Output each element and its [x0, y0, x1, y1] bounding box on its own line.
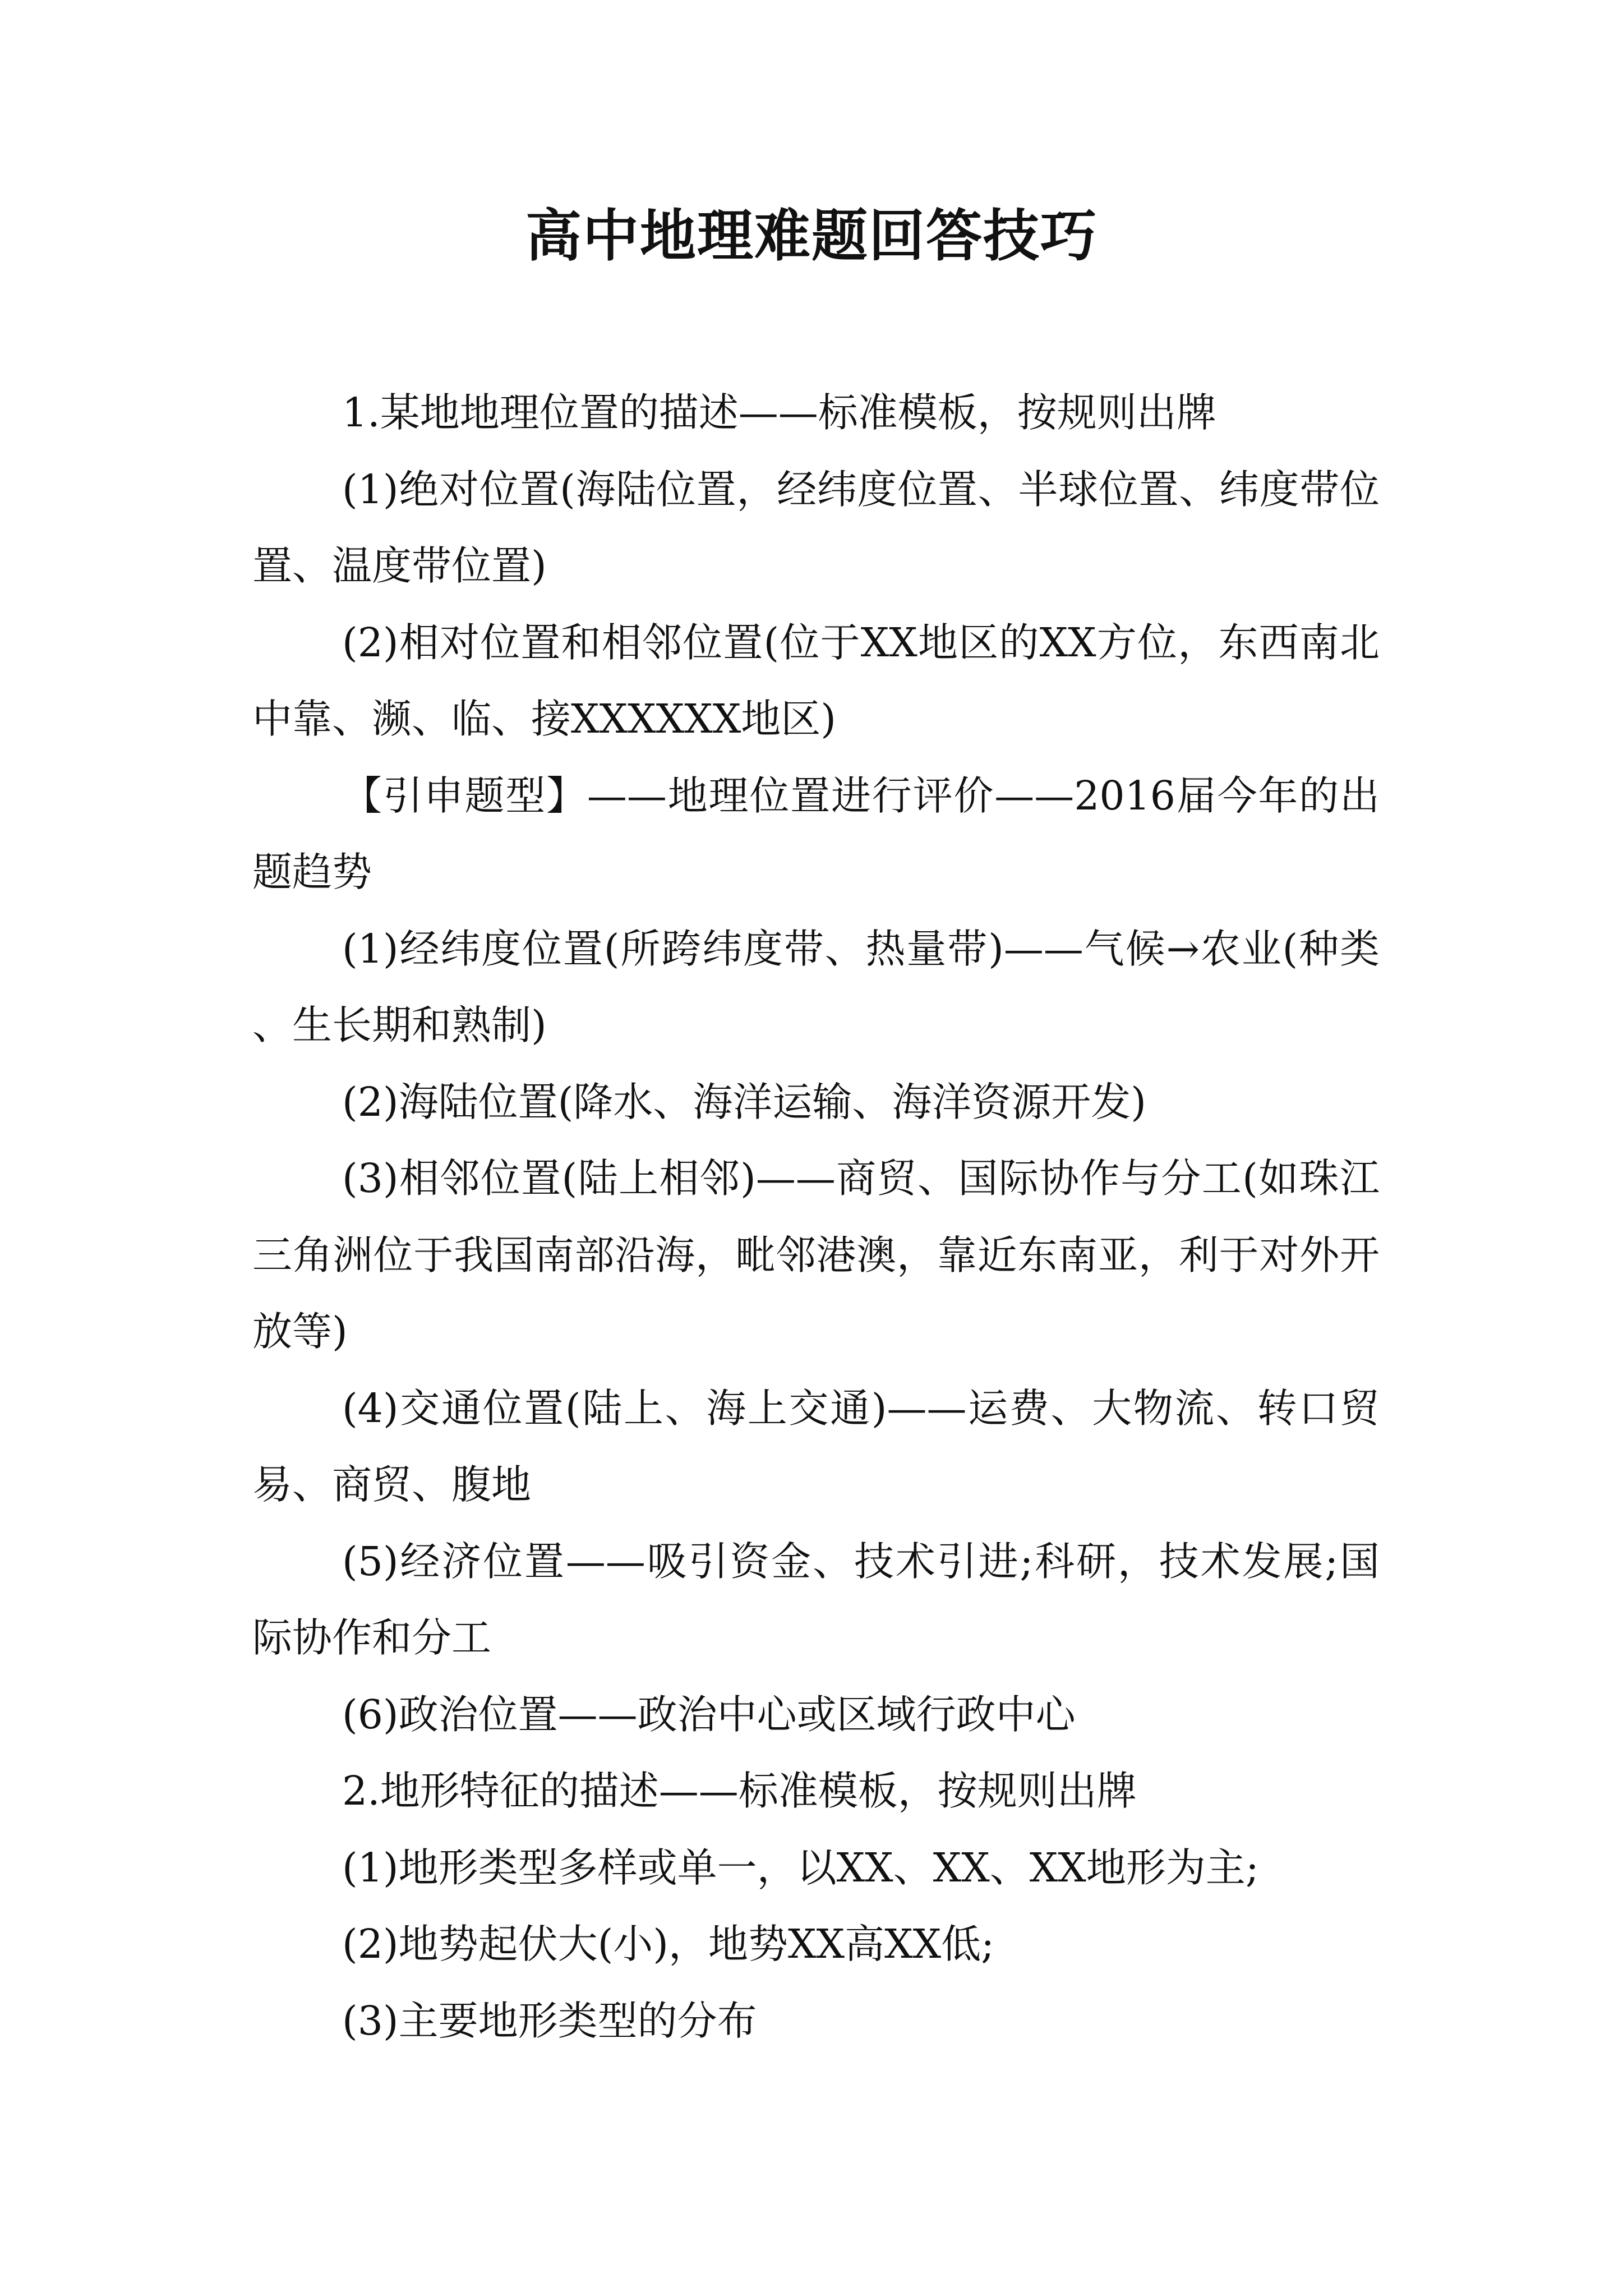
- paragraph: (5)经济位置——吸引资金、技术引进;科研，技术发展;国际协作和分工: [252, 1538, 1380, 1661]
- paragraph: 1.某地地理位置的描述——标准模板，按规则出牌: [342, 389, 1216, 436]
- paragraph: (1)地形类型多样或单一，以XX、XX、XX地形为主;: [342, 1844, 1259, 1891]
- paragraph: (4)交通位置(陆上、海上交通)——运费、大物流、转口贸易、商贸、腹地: [252, 1384, 1380, 1508]
- paragraph: (2)相对位置和相邻位置(位于XX地区的XX方位，东西南北中靠、濒、临、接XXXXXX地区): [252, 619, 1380, 742]
- paragraph: (2)地势起伏大(小)，地势XX高XX低;: [342, 1921, 995, 1967]
- paragraph: (1)经纬度位置(所跨纬度带、热量带)——气候→农业(种类、生长期和熟制): [252, 925, 1380, 1048]
- document-title: 高中地理难题回答技巧: [525, 203, 1098, 269]
- paragraph: (1)绝对位置(海陆位置，经纬度位置、半球位置、纬度带位置、温度带位置): [252, 466, 1380, 589]
- paragraph: (3)主要地形类型的分布: [342, 1997, 757, 2044]
- paragraph: (3)相邻位置(陆上相邻)——商贸、国际协作与分工(如珠江三角洲位于我国南部沿海，毗邻港澳，靠近东南亚，利于对外开放等): [252, 1155, 1380, 1355]
- paragraph: (6)政治位置——政治中心或区域行政中心: [342, 1691, 1076, 1738]
- paragraph: 2.地形特征的描述——标准模板，按规则出牌: [342, 1768, 1137, 1814]
- document-body: [252, 375, 1380, 2059]
- paragraph: 【引申题型】——地理位置进行评价——2016届今年的出题趋势: [252, 772, 1380, 895]
- paragraph: (2)海陆位置(降水、海洋运输、海洋资源开发): [342, 1078, 1146, 1125]
